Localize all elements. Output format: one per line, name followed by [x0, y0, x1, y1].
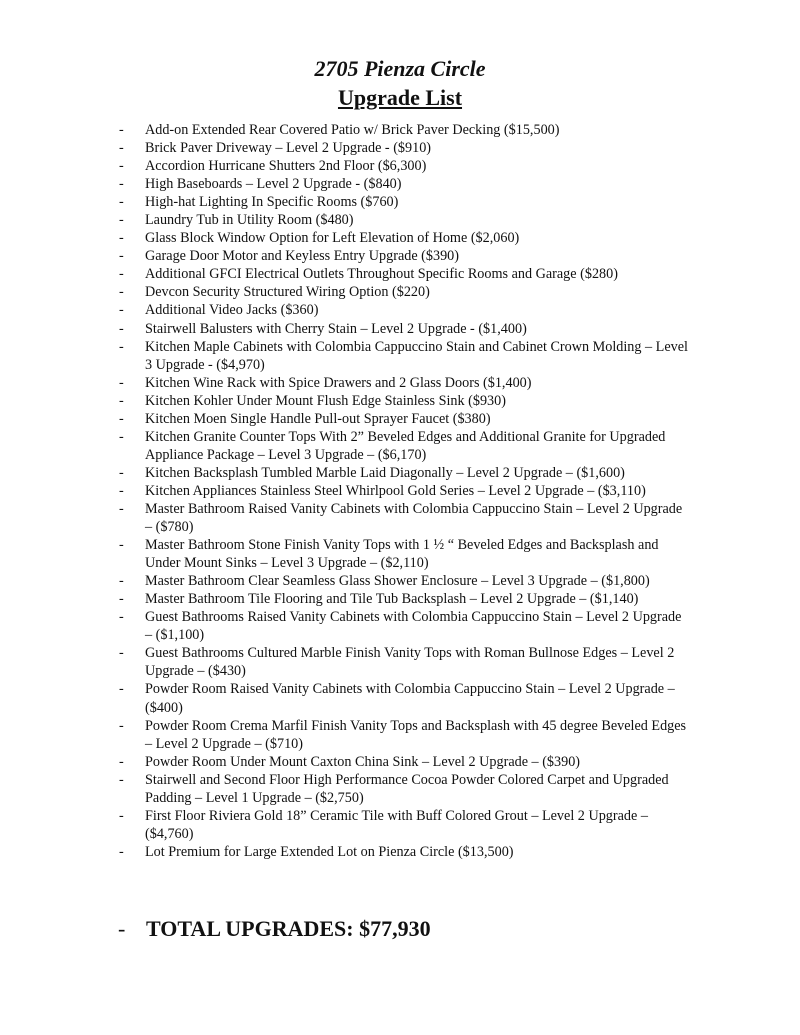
list-item-text: Guest Bathrooms Cultured Marble Finish Vanity Tops with Roman Bullnose Edges – Level 2 Upgrade – ($430): [145, 645, 675, 680]
list-item-text: Add-on Extended Rear Covered Patio w/ Brick Paver Decking ($15,500): [145, 122, 560, 138]
list-item: [118, 608, 690, 644]
list-item-text: Glass Block Window Option for Left Elevation of Home ($2,060): [145, 230, 520, 247]
list-item: [118, 320, 690, 338]
list-bullet: -: [119, 248, 124, 265]
list-item-text: Accordion Hurricane Shutters 2nd Floor ($6,300): [145, 158, 427, 175]
list-item: [118, 771, 690, 807]
list-bullet: -: [119, 428, 124, 445]
list-bullet: -: [119, 771, 124, 788]
list-item-text: Master Bathroom Tile Flooring and Tile Tub Backsplash – Level 2 Upgrade – ($1,140): [145, 591, 639, 608]
list-item-text: Garage Door Motor and Keyless Entry Upgrade ($390): [145, 248, 460, 265]
list-item-text: Brick Paver Driveway – Level 2 Upgrade - ($910): [145, 140, 432, 157]
total-upgrades: TOTAL UPGRADES: $77,930: [146, 916, 431, 941]
list-item: [118, 193, 690, 211]
list-item-text: Kitchen Kohler Under Mount Flush Edge Stainless Sink ($930): [145, 392, 506, 409]
list-item: [118, 590, 690, 608]
list-bullet: -: [119, 158, 124, 175]
list-bullet: -: [119, 140, 124, 157]
list-item: [118, 572, 690, 590]
list-item: [118, 464, 690, 482]
list-item-text: Kitchen Granite Counter Tops With 2” Beveled Edges and Additional Granite for Upgraded Appliance Package – Level 3 Upgrade – ($6,170): [145, 428, 666, 463]
list-bullet: -: [119, 410, 124, 427]
list-item-text: High Baseboards – Level 2 Upgrade - ($840): [145, 176, 402, 193]
list-bullet: -: [119, 302, 124, 319]
list-item-text: Devcon Security Structured Wiring Option ($220): [145, 284, 430, 301]
document-title: 2705 Pienza Circle: [314, 56, 486, 81]
list-bullet: -: [119, 284, 124, 301]
list-item-text: Kitchen Maple Cabinets with Colombia Cappuccino Stain and Cabinet Crown Molding – Level 3 Upgrade - ($4,970): [145, 338, 688, 373]
list-item-text: Master Bathroom Raised Vanity Cabinets with Colombia Cappuccino Stain – Level 2 Upgrade – ($780): [145, 500, 683, 536]
list-item: [118, 247, 690, 265]
list-item: [118, 265, 690, 283]
list-bullet: -: [119, 464, 124, 481]
list-item-text: Lot Premium for Large Extended Lot on Pienza Circle ($13,500): [145, 843, 514, 860]
list-bullet: -: [119, 230, 124, 247]
list-bullet: -: [119, 573, 124, 590]
list-bullet: -: [119, 500, 124, 517]
list-item-text: Powder Room Crema Marfil Finish Vanity Tops and Backsplash with 45 degree Beveled Edges – Level 2 Upgrade – ($710): [145, 717, 687, 752]
list-item: [118, 374, 690, 392]
list-bullet: -: [119, 591, 124, 608]
list-item: [118, 392, 690, 410]
list-item-text: Kitchen Wine Rack with Spice Drawers and 2 Glass Doors ($1,400): [145, 374, 532, 391]
list-item-text: First Floor Riviera Gold 18” Ceramic Tile with Buff Colored Grout – Level 2 Upgrade – ($4,760): [145, 807, 648, 842]
list-item-text: Powder Room Raised Vanity Cabinets with Colombia Cappuccino Stain – Level 2 Upgrade – ($400): [145, 681, 675, 716]
list-item: [118, 121, 690, 139]
list-item: [118, 211, 690, 229]
list-item: [118, 410, 690, 428]
list-bullet: -: [119, 122, 124, 138]
list-bullet: -: [119, 194, 124, 211]
list-item: [118, 753, 690, 771]
list-item-text: Master Bathroom Clear Seamless Glass Shower Enclosure – Level 3 Upgrade – ($1,800): [145, 573, 650, 590]
list-item: [118, 843, 690, 861]
list-item-text: Powder Room Under Mount Caxton China Sink – Level 2 Upgrade – ($390): [145, 753, 581, 770]
list-item-text: Stairwell Balusters with Cherry Stain – Level 2 Upgrade - ($1,400): [145, 320, 527, 337]
list-bullet: -: [119, 212, 124, 229]
list-bullet: -: [119, 374, 124, 391]
list-bullet: -: [119, 392, 124, 409]
list-item-text: High-hat Lighting In Specific Rooms ($760): [145, 194, 399, 211]
list-item-text: Kitchen Backsplash Tumbled Marble Laid Diagonally – Level 2 Upgrade – ($1,600): [145, 464, 625, 481]
list-item-text: Stairwell and Second Floor High Performance Cocoa Powder Colored Carpet and Upgraded Padding – Level 1 Upgrade – ($2,750): [145, 771, 669, 806]
list-bullet: -: [119, 681, 124, 698]
list-item: [118, 157, 690, 175]
upgrade-list: [118, 121, 690, 861]
list-item: [118, 680, 690, 716]
list-item: [118, 428, 690, 464]
list-item-text: Kitchen Moen Single Handle Pull-out Sprayer Faucet ($380): [145, 410, 491, 427]
list-item-text: Laundry Tub in Utility Room ($480): [145, 212, 354, 229]
list-bullet: -: [119, 807, 124, 824]
list-item: [118, 139, 690, 157]
list-bullet: -: [119, 537, 124, 554]
list-bullet: -: [119, 320, 124, 337]
list-item: [118, 229, 690, 247]
list-bullet: -: [119, 338, 124, 355]
list-bullet: -: [119, 843, 124, 860]
document-subtitle: Upgrade List: [337, 85, 463, 110]
list-item-text: Additional GFCI Electrical Outlets Throughout Specific Rooms and Garage ($280): [145, 266, 618, 283]
list-bullet: -: [119, 609, 124, 626]
list-item-text: Master Bathroom Stone Finish Vanity Tops with 1 ½ “ Beveled Edges and Backsplash and Under Mount Sinks – Level 3 Upgrade – ($2,110): [145, 537, 659, 572]
list-item: [118, 807, 690, 843]
list-item: [118, 500, 690, 536]
list-item-text: Kitchen Appliances Stainless Steel Whirlpool Gold Series – Level 2 Upgrade – ($3,110): [145, 482, 646, 499]
list-bullet: -: [119, 753, 124, 770]
total-bullet: -: [118, 916, 126, 941]
list-item: [118, 536, 690, 572]
list-item: [118, 283, 690, 301]
list-item: [118, 644, 690, 680]
list-item: [118, 717, 690, 753]
list-item-text: Guest Bathrooms Raised Vanity Cabinets with Colombia Cappuccino Stain – Level 2 Upgrade – ($1,100): [145, 609, 682, 644]
list-item-text: Additional Video Jacks ($360): [145, 302, 319, 319]
list-bullet: -: [119, 482, 124, 499]
list-bullet: -: [119, 717, 124, 734]
list-item: [118, 338, 690, 374]
list-item: [118, 301, 690, 319]
list-bullet: -: [119, 645, 124, 662]
list-item: [118, 175, 690, 193]
list-bullet: -: [119, 176, 124, 193]
list-bullet: -: [119, 266, 124, 283]
list-item: [118, 482, 690, 500]
